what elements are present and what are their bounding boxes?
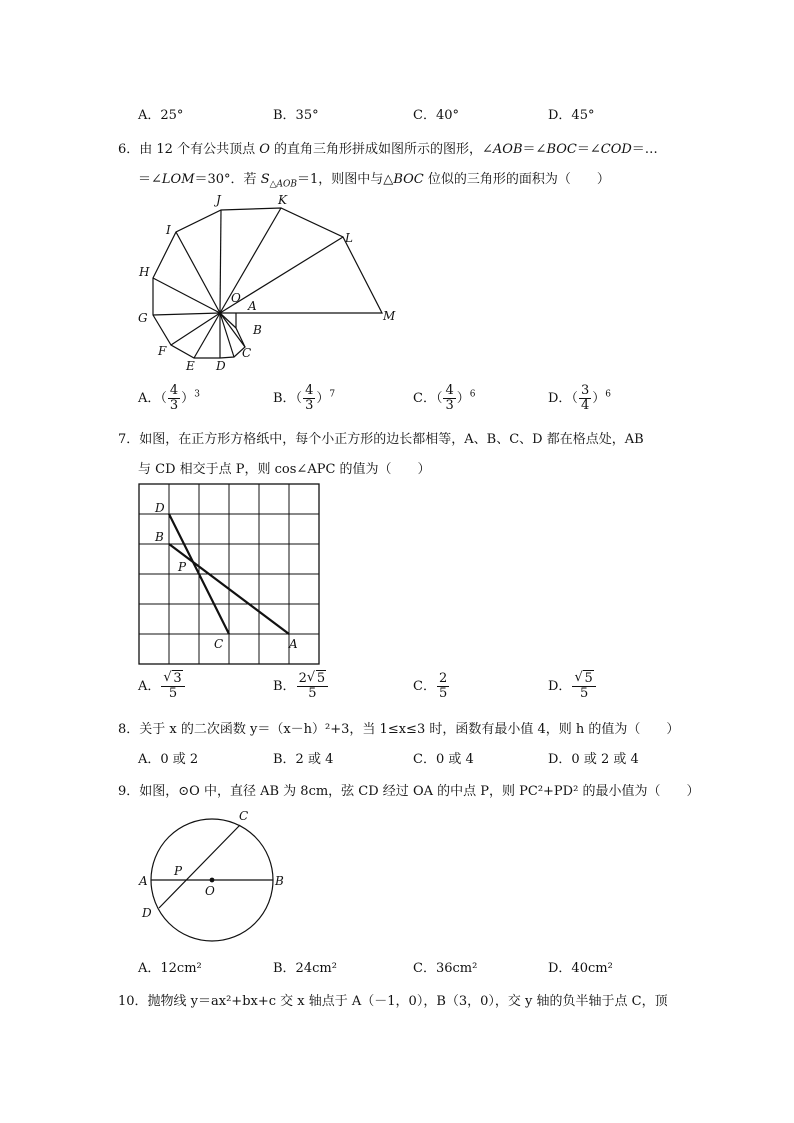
exponent: 3 bbox=[194, 389, 200, 400]
q5-option-b: B．35° bbox=[273, 108, 319, 123]
option-letter: B． bbox=[273, 679, 296, 694]
q8-option-b: B．2 或 4 bbox=[273, 752, 334, 767]
denominator: 3 bbox=[445, 398, 454, 413]
denominator: 5 bbox=[168, 686, 178, 701]
q6-text: ＝∠ bbox=[138, 172, 162, 187]
q6-text: 位似的三角形的面积为（ ） bbox=[423, 172, 610, 187]
q6-text: 的直角三角形拼成如图所示的图形，∠ bbox=[269, 142, 493, 157]
radicand: 3 bbox=[173, 671, 182, 686]
q7-label-a: A bbox=[289, 637, 298, 651]
coefficient: 2 bbox=[298, 671, 307, 686]
q9-label-d: D bbox=[142, 906, 152, 920]
denominator: 3 bbox=[305, 398, 314, 413]
q7-label-p: P bbox=[178, 560, 187, 574]
q9-label-o: O bbox=[205, 884, 215, 898]
q6-label-o: O bbox=[231, 291, 241, 305]
q6-label-b: B bbox=[253, 323, 262, 337]
paren: ） bbox=[592, 391, 606, 406]
q9-option-a: A．12cm² bbox=[138, 961, 202, 976]
q7-label-c: C bbox=[214, 637, 224, 651]
option-letter: D． bbox=[548, 679, 572, 694]
numerator: 4 bbox=[305, 383, 314, 398]
q6-label-k: K bbox=[278, 193, 287, 207]
q6-text: ＝1，则图中与△ bbox=[297, 172, 394, 187]
option-letter: D．（ bbox=[548, 391, 578, 406]
q9-center-dot bbox=[210, 878, 215, 883]
q6-text: △AOB bbox=[269, 179, 298, 190]
q8-option-c: C．0 或 4 bbox=[413, 752, 474, 767]
q6-label-i: I bbox=[166, 223, 171, 237]
q9-label-c: C bbox=[239, 809, 249, 823]
q9-label-p: P bbox=[174, 864, 183, 878]
numerator: 3 bbox=[580, 383, 590, 398]
q6-text: ＝30°．若 bbox=[194, 172, 261, 187]
q9-option-c: C．36cm² bbox=[413, 961, 478, 976]
q6-text: LOM bbox=[161, 172, 195, 187]
q6-text: S bbox=[260, 172, 270, 187]
q6-label-l: L bbox=[345, 231, 353, 245]
option-letter: A． bbox=[138, 679, 161, 694]
q6-label-a: A bbox=[248, 299, 257, 313]
q6-label-m: M bbox=[383, 309, 396, 323]
q6-text: ＝∠ bbox=[576, 142, 601, 157]
denominator: 3 bbox=[169, 398, 179, 413]
q9-label-a: A bbox=[139, 874, 148, 888]
option-letter: C． bbox=[413, 679, 436, 694]
q5-option-c: C．40° bbox=[413, 108, 459, 123]
q6-text: ＝∠ bbox=[522, 142, 547, 157]
exponent: 6 bbox=[605, 389, 611, 400]
q6-label-f: F bbox=[158, 344, 167, 358]
numerator: 4 bbox=[445, 383, 454, 398]
q7-question-line1: 7．如图，在正方形方格纸中，每个小正方形的边长都相等，A、B、C、D 都在格点处，AB bbox=[118, 432, 644, 447]
denominator: 5 bbox=[308, 686, 317, 701]
q6-text: COD bbox=[600, 142, 632, 157]
q6-text: ＝… bbox=[631, 142, 658, 157]
denominator: 4 bbox=[580, 398, 590, 413]
paren: ） bbox=[316, 391, 330, 406]
q6-text: O bbox=[259, 142, 270, 157]
q9-options bbox=[138, 957, 698, 979]
q6-text: BOC bbox=[546, 142, 577, 157]
numerator: 4 bbox=[169, 383, 179, 398]
q6-label-c: C bbox=[242, 346, 252, 360]
q5-option-d: D．45° bbox=[548, 108, 595, 123]
exponent: 7 bbox=[329, 389, 336, 400]
q6-label-e: E bbox=[186, 359, 195, 373]
denominator: 5 bbox=[438, 686, 448, 701]
q6-label-g: G bbox=[138, 311, 148, 325]
q9-option-b: B．24cm² bbox=[273, 961, 337, 976]
exponent: 6 bbox=[469, 389, 476, 400]
q7-label-b: B bbox=[155, 530, 164, 544]
q6-text: AOB bbox=[492, 142, 523, 157]
q6-text: BOC bbox=[393, 172, 424, 187]
radicand: 5 bbox=[316, 671, 326, 686]
q9-question: 9．如图，⊙O 中，直径 AB 为 8cm，弦 CD 经过 OA 的中点 P，则 PC²+PD² 的最小值为（ ） bbox=[118, 784, 700, 799]
q6-label-h: H bbox=[139, 265, 150, 279]
denominator: 5 bbox=[579, 686, 589, 701]
q9-label-b: B bbox=[275, 874, 284, 888]
q8-option-d: D．0 或 2 或 4 bbox=[548, 752, 639, 767]
q9-option-d: D．40cm² bbox=[548, 961, 613, 976]
q6-label-j: J bbox=[216, 193, 221, 207]
q7-question-line2: 与 CD 相交于点 P，则 cos∠APC 的值为（ ） bbox=[138, 462, 431, 477]
q10-question: 10．抛物线 y＝ax²+bx+c 交 x 轴点于 A（－1，0），B（3，0），交 y 轴的负半轴于点 C，顶 bbox=[118, 994, 668, 1009]
q6-label-d: D bbox=[216, 359, 226, 373]
radicand: 5 bbox=[584, 671, 593, 686]
q5-option-a: A．25° bbox=[138, 108, 184, 123]
q6-text: 6．由 12 个有公共顶点 bbox=[118, 142, 260, 157]
q7-label-d: D bbox=[155, 501, 165, 515]
q8-question: 8．关于 x 的二次函数 y＝（x－h）²+3，当 1≤x≤3 时，函数有最小值 4，则 h 的值为（ ） bbox=[118, 722, 680, 737]
numerator: 2 bbox=[438, 671, 448, 686]
option-letter: B．（ bbox=[273, 391, 303, 406]
option-letter: C．（ bbox=[413, 391, 443, 406]
paren: ） bbox=[181, 391, 195, 406]
q8-option-a: A．0 或 2 bbox=[138, 752, 199, 767]
paren: ） bbox=[456, 391, 470, 406]
option-letter: A．（ bbox=[138, 391, 167, 406]
